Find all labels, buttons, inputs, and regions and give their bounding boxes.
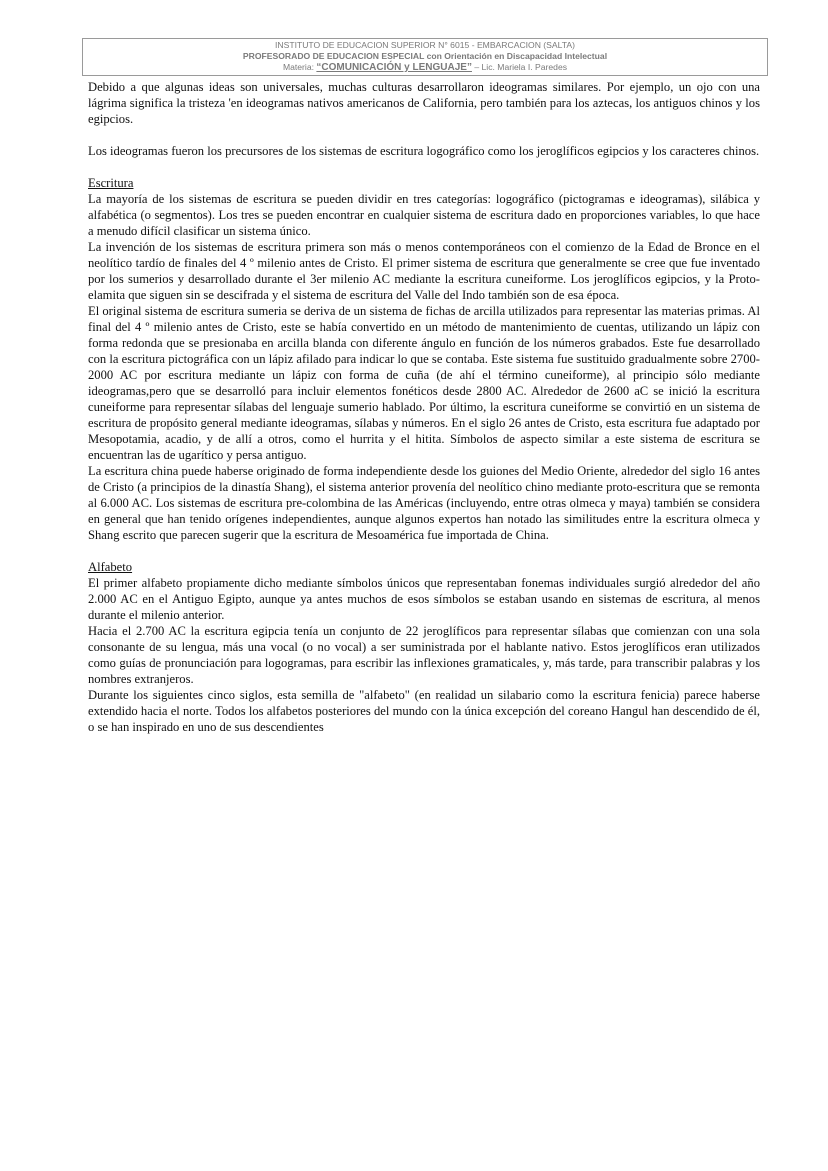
escritura-paragraph-1: La mayoría de los sistemas de escritura se pueden dividir en tres categorías: logográfico (pictogramas e ideogramas), silábica y alfabética (o segmentos). Los tres se pueden encontrar en cualquier sistema de escritura dado en proporciones variables, lo que hace a menudo difícil clasificar un sistema único.: [88, 192, 760, 238]
section-heading-alfabeto: Alfabeto: [88, 560, 133, 574]
escritura-paragraph-2: La invención de los sistemas de escritura primera son más o menos contemporáneos con el comienzo de la Edad de Bronce en el neolítico tardío de finales del 4 º milenio antes de Cristo. El primer sistema de escritura que generalmente se cree que fue inventado por los sumerios y desarrollado durante el 3er milenio AC mediante la escritura cuneiforme. Los jeroglíficos egipcios, y la Proto-elamita que siguen sin se descifrada y el sistema de escritura del Valle del Indo también son de esa época.: [88, 240, 760, 302]
escritura-paragraph-3: El original sistema de escritura sumeria se deriva de un sistema de fichas de arcilla utilizados para representar las materias primas. Al final del 4 º milenio antes de Cristo, este se había convertido en un método de mantenimiento de cuentas, utilizando un lápiz con forma redonda que se presionaba en arcilla blanda con diferente ángulo en función de los números grabados. Este fue desarrollado con la escritura pictográfica con un lápiz afilado para indicar lo que se contaba. Este sistema fue sustituido gradualmente sobre 2700-2000 AC por escritura mediante un lápiz con forma de cuña (de ahí el término cuneiforme), al principio sólo mediante ideogramas,pero que se desarrolló para incluir elementos fonéticos desde 2800 AC. Alrededor de 2600 aC se inició la escritura cuneiforme para representar sílabas del lenguaje sumerio hablado. Por último, la escritura cuneiforme se convirtió en un sistema de escritura de propósito general mediante ideogramas, sílabas y números. En el siglo 26 antes de Cristo, esta escritura fue adaptado por Mesopotamia, acadio, y de allí a otros, como el hurrita y el hitita. Símbolos de aspecto similar a este sistema de escritura se encuentran las de ugarítico y persa antiguo.: [88, 304, 760, 462]
program-name: PROFESORADO DE EDUCACION ESPECIAL con Orientación en Discapacidad Intelectual: [242, 51, 608, 61]
alfabeto-paragraph-3: Durante los siguientes cinco siglos, esta semilla de "alfabeto" (en realidad un silabario como la escritura fenicia) parece haberse extendido hacia el norte. Todos los alfabetos posteriores del mundo con la única excepción del coreano Hangul han descendido de él, o se han inspirado en uno de sus descendientes: [88, 688, 760, 734]
teacher-name: – Lic. Mariela I. Paredes: [471, 62, 568, 72]
paragraph-gap: [88, 127, 760, 143]
subject-name: “COMUNICACIÓN y LENGUAJE”: [316, 62, 472, 73]
intro-paragraph-2: Los ideogramas fueron los precursores de los sistemas de escritura logográfico como los jeroglíficos egipcios y los caracteres chinos.: [88, 144, 760, 158]
page-header: [82, 38, 768, 76]
intro-paragraph-1: Debido a que algunas ideas son universales, muchas culturas desarrollaron ideogramas similares. Por ejemplo, un ojo con una lágrima significa la tristeza 'en ideogramas nativos americanos de California, pero también para los aztecas, los antiguos chinos y los egipcios.: [88, 80, 760, 126]
subject-line: [83, 62, 767, 73]
institution-name: INSTITUTO DE EDUCACION SUPERIOR N° 6015 - EMBARCACION (SALTA): [275, 40, 575, 50]
paragraph-gap: [88, 543, 760, 559]
paragraph-gap: [88, 159, 760, 175]
alfabeto-paragraph-1: El primer alfabeto propiamente dicho mediante símbolos únicos que representaban fonemas individuales surgió alrededor del año 2.000 AC en el Antiguo Egipto, aunque ya antes muchos de esos símbolos se estaban usando en sistemas de escritura, al menos durante el milenio anterior.: [88, 576, 760, 622]
subject-label: Materia:: [282, 62, 317, 72]
alfabeto-paragraph-2: Hacia el 2.700 AC la escritura egipcia tenía un conjunto de 22 jeroglíficos para representar sílabas que comienzan con una sola consonante de su lengua, más una vocal (o no vocal) a ser suministrada por el hablante nativo. Estos jeroglíficos eran utilizados como guías de pronunciación para logogramas, para escribir las inflexiones gramaticales, y, más tarde, para transcribir palabras y los nombres extranjeros.: [88, 624, 760, 686]
document-body: [88, 79, 760, 735]
escritura-paragraph-4: La escritura china puede haberse originado de forma independiente desde los guiones del Medio Oriente, alrededor del siglo 16 antes de Cristo (a principios de la dinastía Shang), el sistema anterior provenía del neolítico chino mediante proto-escritura que se remonta al 6.000 AC. Los sistemas de escritura pre-colombina de las Américas (incluyendo, entre otras olmeca y maya) también se considera en general que han tenido orígenes independientes, aunque algunos expertos han notado las similitudes entre la escritura olmeca y Shang escrito que parecen sugerir que la escritura de Mesoamérica fue importada de China.: [88, 464, 760, 542]
section-heading-escritura: Escritura: [88, 176, 134, 190]
